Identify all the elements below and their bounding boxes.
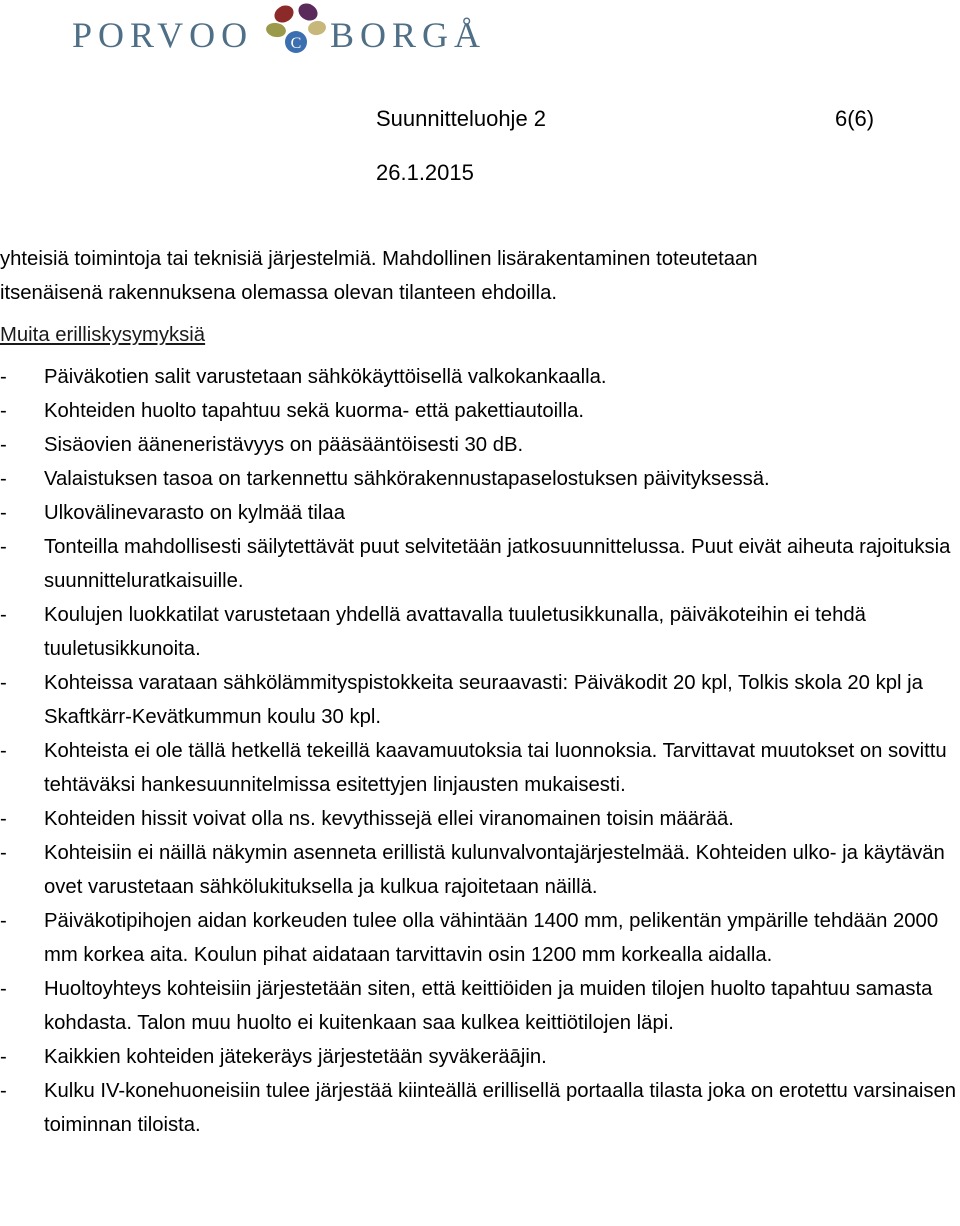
list-item-text: Ulkovälinevarasto on kylmää tilaa [44, 502, 345, 524]
logo-text-borga: BORGÅ [330, 15, 487, 55]
svg-text:C: C [290, 35, 302, 52]
list-item-text: Koulujen luokkatilat varustetaan yhdellä avattavalla tuuletusikkunalla, päiväkoteihin ei tehdä tuuletusikkunoita. [44, 604, 866, 660]
document-date: 26.1.2015 [376, 160, 474, 185]
list-item-text: Kohteiden hissit voivat olla ns. kevythissejä ellei viranomainen toisin määrää. [44, 808, 734, 830]
list-item [0, 530, 958, 598]
list-dash: - [0, 910, 7, 932]
list-dash: - [0, 366, 7, 388]
list-item-text: Kaikkien kohteiden jätekeräys järjestetään syväkeräājin. [44, 1046, 547, 1068]
list-item-text: Päiväkotien salit varustetaan sähkökäyttöisellä valkokankaalla. [44, 366, 607, 388]
list-dash: - [0, 842, 7, 864]
document-title: Suunnitteluohje 2 [376, 106, 547, 131]
logo-text-porvoo: PORVOO [72, 15, 254, 55]
list-item-text: Kohteista ei ole tällä hetkellä tekeillä kaavamuutoksia tai luonnoksia. Tarvittavat muutokset on sovittu tehtäväksi hankesuunnitelmissa esitettyjen linjausten mukaisesti. [44, 740, 947, 796]
porvoo-borga-logo [72, 0, 512, 60]
list-item-text: Sisäovien ääneneristävyys on pääsääntöisesti 30 dB. [44, 434, 524, 456]
list-item [0, 972, 958, 1040]
list-dash: - [0, 434, 7, 456]
list-item-text: Valaistuksen tasoa on tarkennettu sähkörakennustapaselostuksen päivityksessä. [44, 468, 770, 490]
list-item [0, 666, 958, 734]
list-dash: - [0, 740, 7, 762]
list-item [0, 360, 958, 394]
list-dash: - [0, 672, 7, 694]
list-item [0, 598, 958, 666]
list-dash: - [0, 978, 7, 1000]
list-item [0, 428, 958, 462]
page-number: 6(6) [835, 106, 875, 131]
list-dash: - [0, 536, 7, 558]
list-dash: - [0, 502, 7, 524]
list-item-text: Tonteilla mahdollisesti säilytettävät puut selvitetään jatkosuunnittelussa. Puut eivät aiheuta rajoituksia suunnitteluratkaisuille. [44, 536, 951, 592]
list-item [0, 802, 958, 836]
intro-line-1: yhteisiä toimintoja tai teknisiä järjestelmiä. Mahdollinen lisärakentaminen toteutetaan [0, 248, 758, 270]
list-item [0, 734, 958, 802]
list-dash: - [0, 468, 7, 490]
list-item-text: Kohteisiin ei näillä näkymin asenneta erillistä kulunvalvontajärjestelmää. Kohteiden ulko- ja käytävän ovet varustetaan sähkölukituksella ja kulkua rajoitetaan näillä. [44, 842, 945, 898]
section-heading: Muita erilliskysymyksiä [0, 324, 206, 346]
list-item-text: Kulku IV-konehuoneisiin tulee järjestää kiinteällä erillisellä portaalla tilasta joka on erotettu varsinaisen toiminnan tiloista. [44, 1080, 957, 1136]
list-item-text: Kohteiden huolto tapahtuu sekä kuorma- että pakettiautoilla. [44, 400, 585, 422]
list-dash: - [0, 1046, 7, 1068]
intro-line-2: itsenäisenä rakennuksena olemassa olevan tilanteen ehdoilla. [0, 282, 557, 304]
list-item [0, 904, 958, 972]
list-dash: - [0, 1080, 7, 1102]
list-item-text: Päiväkotipihojen aidan korkeuden tulee olla vähintään 1400 mm, pelikentän ympärille tehdään 2000 mm korkea aita. Koulun pihat aidataan tarvittavin osin 1200 mm korkealla aidalla. [44, 910, 939, 966]
list-dash: - [0, 400, 7, 422]
city-emblem-icon [262, 0, 332, 60]
list-item [0, 496, 958, 530]
list-item [0, 836, 958, 904]
list-item [0, 462, 958, 496]
list-dash: - [0, 808, 7, 830]
document-body [0, 242, 958, 1142]
list-dash: - [0, 604, 7, 626]
requirements-list [0, 360, 958, 1142]
list-item-text: Huoltoyhteys kohteisiin järjestetään siten, että keittiöiden ja muiden tilojen huolto tapahtuu samasta kohdasta. Talon muu huolto ei kuitenkaan saa kulkea keittiötilojen läpi. [44, 978, 933, 1034]
list-item [0, 1074, 958, 1142]
list-item [0, 1040, 958, 1074]
list-item [0, 394, 958, 428]
list-item-text: Kohteissa varataan sähkölämmityspistokkeita seuraavasti: Päiväkodit 20 kpl, Tolkis skola 20 kpl ja Skaftkärr-Kevätkummun koulu 30 kpl. [44, 672, 923, 728]
